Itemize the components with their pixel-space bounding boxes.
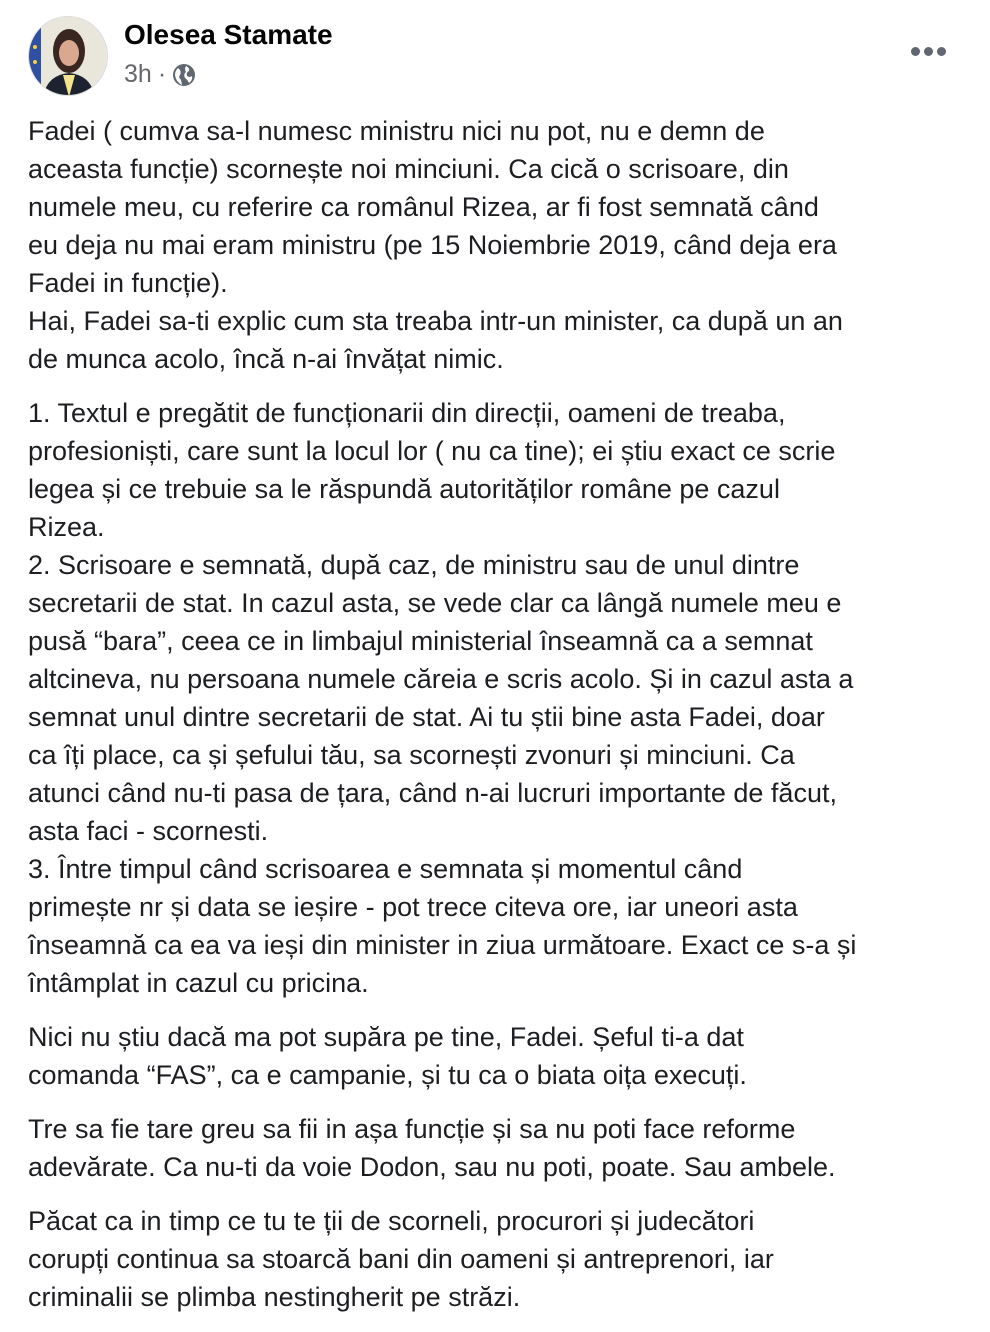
- post-text-line: ca îți place, ca și șefului tău, sa scornești zvonuri și minciuni. Ca: [28, 740, 795, 770]
- post-text-line: semnat unul dintre secretarii de stat. Ai tu știi bine asta Fadei, doar: [28, 702, 825, 732]
- post-meta: [124, 60, 196, 89]
- post-text-line: primește nr și data se ieșire - pot trece citeva ore, iar uneori asta: [28, 892, 798, 922]
- post-text-line: Fadei ( cumva sa-l numesc ministru nici nu pot, nu e demn de: [28, 116, 765, 146]
- dot-icon: [937, 47, 946, 56]
- globe-icon[interactable]: [172, 63, 196, 87]
- post-text-line: profesioniști, care sunt la locul lor ( nu ca tine); ei știu exact ce scrie: [28, 436, 836, 466]
- post-text-line: eu deja nu mai eram ministru (pe 15 Noiembrie 2019, când deja era: [28, 230, 837, 260]
- post-body: [28, 112, 978, 1332]
- post-text-line: 1. Textul e pregătit de funcționarii din direcții, oameni de treaba,: [28, 398, 786, 428]
- post-text-line: altcineva, nu persoana numele căreia e scris acolo. Și in cazul asta a: [28, 664, 854, 694]
- more-options-button[interactable]: [908, 40, 948, 62]
- post-text-line: corupți continua sa stoarcă bani din oameni și antreprenori, iar: [28, 1244, 774, 1274]
- post-text-line: Hai, Fadei sa-ti explic cum sta treaba intr-un minister, ca după un an: [28, 306, 843, 336]
- author-avatar[interactable]: [28, 16, 108, 96]
- post-text-line: 2. Scrisoare e semnată, după caz, de ministru sau de unul dintre: [28, 550, 800, 580]
- avatar-photo: [29, 17, 108, 96]
- post-paragraph: [28, 1202, 978, 1316]
- post-text-line: legea și ce trebuie sa le răspundă autorităților române pe cazul: [28, 474, 780, 504]
- post-text-line: întâmplat in cazul cu pricina.: [28, 968, 369, 998]
- post-text-line: Păcat ca in timp ce tu te ții de scorneli, procurori și judecători: [28, 1206, 755, 1236]
- post-text-line: înseamnă ca ea va ieși din minister in ziua următoare. Exact ce s-a și: [28, 930, 857, 960]
- post-text-line: numele meu, cu referire ca românul Rizea, ar fi fost semnată când: [28, 192, 819, 222]
- post-paragraph: [28, 394, 978, 1002]
- post-paragraph: [28, 1110, 978, 1186]
- post-text-line: 3. Între timpul când scrisoarea e semnata și momentul când: [28, 854, 743, 884]
- dot-icon: [911, 47, 920, 56]
- dot-icon: [924, 47, 933, 56]
- post-text-line: Rizea.: [28, 512, 105, 542]
- post-paragraph: [28, 1018, 978, 1094]
- post-text-line: atunci când nu-ti pasa de țara, când n-ai lucruri importante de făcut,: [28, 778, 837, 808]
- post-text-line: asta faci - scornesti.: [28, 816, 269, 846]
- post-text-line: aceasta funcție) scornește noi minciuni. Ca cică o scrisoare, din: [28, 154, 789, 184]
- post-text-line: Fadei in funcție).: [28, 268, 228, 298]
- post-text-line: Tre sa fie tare greu sa fii in așa funcție și sa nu poti face reforme: [28, 1114, 796, 1144]
- post-text-line: criminalii se plimba nestingherit pe străzi.: [28, 1282, 521, 1312]
- post-text-line: pusă “bara”, ceea ce in limbajul ministerial înseamnă ca a semnat: [28, 626, 813, 656]
- meta-separator: ·: [157, 60, 167, 88]
- post-text-line: Nici nu știu dacă ma pot supăra pe tine, Fadei. Șeful ti-a dat: [28, 1022, 744, 1052]
- post-text-line: secretarii de stat. In cazul asta, se vede clar ca lângă numele meu e: [28, 588, 842, 618]
- post-text-line: comanda “FAS”, ca e campanie, și tu ca o biata oița execuți.: [28, 1060, 747, 1090]
- author-name[interactable]: Olesea Stamate: [124, 19, 333, 50]
- post-paragraph: [28, 112, 978, 378]
- post-text-line: adevărate. Ca nu-ti da voie Dodon, sau nu poti, poate. Sau ambele.: [28, 1152, 836, 1182]
- post-time[interactable]: 3h: [124, 60, 152, 88]
- post-text-line: de munca acolo, încă n-ai învățat nimic.: [28, 344, 504, 374]
